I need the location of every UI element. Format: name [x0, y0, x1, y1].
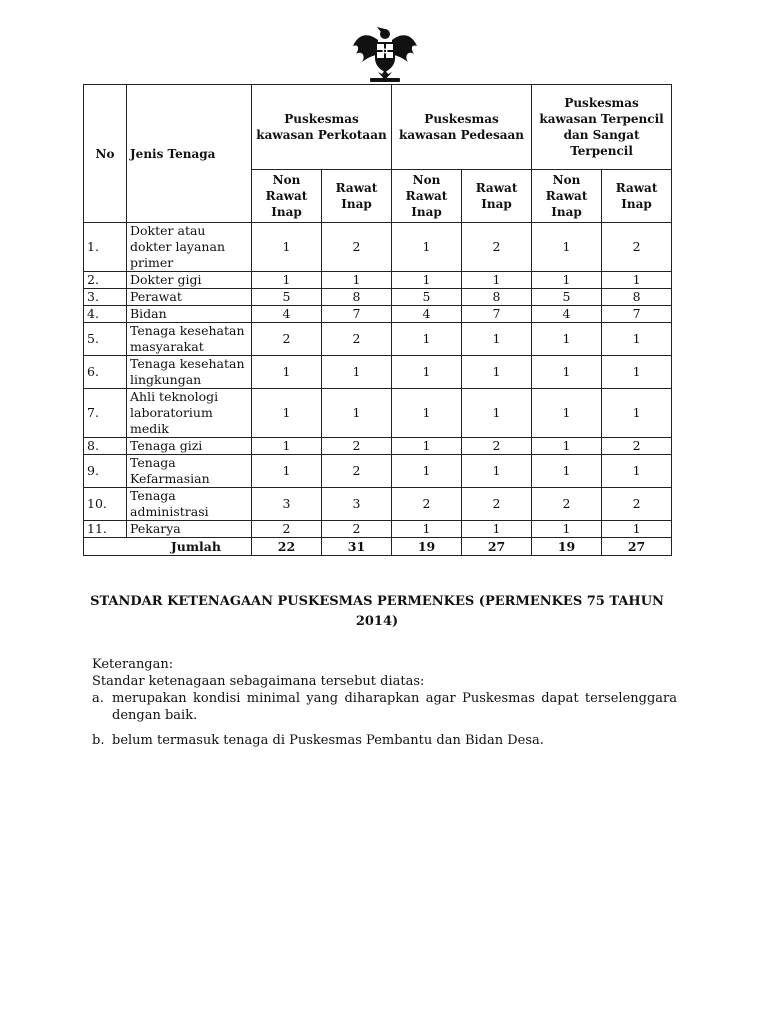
row-value-cell: 2 — [462, 488, 532, 521]
row-value-cell: 7 — [322, 306, 392, 323]
row-staff-type: Tenaga kesehatan lingkungan — [127, 356, 252, 389]
row-value-cell: 8 — [322, 289, 392, 306]
total-cell: 27 — [602, 538, 672, 556]
col-jenis-header: Jenis Tenaga — [127, 85, 252, 223]
table-row — [84, 356, 672, 389]
total-cell: 31 — [322, 538, 392, 556]
row-value-cell: 4 — [532, 306, 602, 323]
row-value-cell: 1 — [392, 323, 462, 356]
row-value-cell: 1 — [392, 272, 462, 289]
row-value-cell: 4 — [392, 306, 462, 323]
row-value-cell: 5 — [252, 289, 322, 306]
row-value-cell: 1 — [252, 272, 322, 289]
row-value-cell: 2 — [532, 488, 602, 521]
row-value-cell: 1 — [252, 223, 322, 272]
row-value-cell: 2 — [602, 223, 672, 272]
row-value-cell: 2 — [322, 323, 392, 356]
row-number: 9. — [84, 455, 127, 488]
row-value-cell: 2 — [322, 521, 392, 538]
row-value-cell: 1 — [602, 323, 672, 356]
row-value-cell: 1 — [602, 389, 672, 438]
row-staff-type: Tenaga kesehatan masyarakat — [127, 323, 252, 356]
table-row — [84, 438, 672, 455]
row-value-cell: 1 — [532, 356, 602, 389]
row-value-cell: 3 — [322, 488, 392, 521]
table-row — [84, 488, 672, 521]
row-number: 8. — [84, 438, 127, 455]
notes-heading: Keterangan: — [92, 657, 174, 672]
row-value-cell: 1 — [532, 389, 602, 438]
subheader-non-rawat-inap: Non Rawat Inap — [392, 170, 462, 223]
row-number: 2. — [84, 272, 127, 289]
row-value-cell: 1 — [532, 323, 602, 356]
table-header-row — [84, 85, 672, 170]
row-value-cell: 1 — [322, 356, 392, 389]
col-no-header: No — [84, 85, 127, 223]
row-number: 7. — [84, 389, 127, 438]
row-value-cell: 1 — [462, 521, 532, 538]
row-value-cell: 1 — [462, 389, 532, 438]
row-value-cell: 2 — [322, 223, 392, 272]
row-staff-type: Perawat — [127, 289, 252, 306]
subheader-non-rawat-inap: Non Rawat Inap — [252, 170, 322, 223]
subheader-rawat-inap: Rawat Inap — [602, 170, 672, 223]
row-staff-type: Ahli teknologi laboratorium medik — [127, 389, 252, 438]
row-number: 6. — [84, 356, 127, 389]
total-cell: 27 — [462, 538, 532, 556]
row-value-cell: 1 — [532, 455, 602, 488]
row-number: 3. — [84, 289, 127, 306]
row-value-cell: 3 — [252, 488, 322, 521]
row-value-cell: 1 — [392, 223, 462, 272]
row-staff-type: Tenaga gizi — [127, 438, 252, 455]
total-label: Jumlah — [84, 538, 252, 556]
table-row — [84, 289, 672, 306]
table-row — [84, 306, 672, 323]
notes-section — [92, 656, 677, 749]
row-value-cell: 1 — [252, 389, 322, 438]
row-value-cell: 8 — [602, 289, 672, 306]
row-value-cell: 5 — [392, 289, 462, 306]
row-value-cell: 1 — [462, 356, 532, 389]
group-pedesaan-header: Puskesmas kawasan Pedesaan — [392, 85, 532, 170]
row-value-cell: 2 — [252, 323, 322, 356]
table-total-row — [84, 538, 672, 556]
row-staff-type: Tenaga Kefarmasian — [127, 455, 252, 488]
row-value-cell: 1 — [392, 356, 462, 389]
row-staff-type: Tenaga administrasi — [127, 488, 252, 521]
row-staff-type: Dokter atau dokter layanan primer — [127, 223, 252, 272]
row-value-cell: 1 — [532, 223, 602, 272]
row-value-cell: 1 — [392, 389, 462, 438]
note-text: belum termasuk tenaga di Puskesmas Pembantu dan Bidan Desa. — [112, 733, 544, 748]
table-row — [84, 521, 672, 538]
row-value-cell: 1 — [602, 272, 672, 289]
row-value-cell: 1 — [602, 455, 672, 488]
total-cell: 22 — [252, 538, 322, 556]
row-value-cell: 1 — [532, 438, 602, 455]
row-value-cell: 2 — [322, 438, 392, 455]
row-value-cell: 1 — [602, 521, 672, 538]
notes-intro: Standar ketenagaan sebagaimana tersebut diatas: — [92, 674, 425, 689]
subheader-rawat-inap: Rawat Inap — [462, 170, 532, 223]
row-value-cell: 7 — [462, 306, 532, 323]
row-value-cell: 1 — [462, 455, 532, 488]
row-value-cell: 1 — [392, 455, 462, 488]
row-value-cell: 1 — [252, 356, 322, 389]
row-value-cell: 2 — [392, 488, 462, 521]
row-value-cell: 5 — [532, 289, 602, 306]
subheader-rawat-inap: Rawat Inap — [322, 170, 392, 223]
row-value-cell: 1 — [322, 272, 392, 289]
row-number: 10. — [84, 488, 127, 521]
table-caption: STANDAR KETENAGAAN PUSKESMAS PERMENKES (PERMENKES 75 TAHUN 2014) — [90, 594, 664, 629]
row-value-cell: 1 — [322, 389, 392, 438]
row-value-cell: 2 — [602, 488, 672, 521]
table-row — [84, 389, 672, 438]
note-item — [92, 732, 677, 749]
row-value-cell: 1 — [392, 521, 462, 538]
row-value-cell: 1 — [392, 438, 462, 455]
row-number: 5. — [84, 323, 127, 356]
row-value-cell: 2 — [322, 455, 392, 488]
table-row — [84, 323, 672, 356]
total-cell: 19 — [532, 538, 602, 556]
row-number: 4. — [84, 306, 127, 323]
row-value-cell: 7 — [602, 306, 672, 323]
note-text: merupakan kondisi minimal yang diharapkan agar Puskesmas dapat terselenggara dengan baik. — [112, 691, 677, 723]
row-value-cell: 4 — [252, 306, 322, 323]
row-staff-type: Pekarya — [127, 521, 252, 538]
group-perkotaan-header: Puskesmas kawasan Perkotaan — [252, 85, 392, 170]
row-value-cell: 2 — [462, 438, 532, 455]
row-value-cell: 2 — [602, 438, 672, 455]
row-value-cell: 2 — [462, 223, 532, 272]
row-staff-type: Bidan — [127, 306, 252, 323]
row-number: 11. — [84, 521, 127, 538]
total-cell: 19 — [392, 538, 462, 556]
table-row — [84, 272, 672, 289]
row-number: 1. — [84, 223, 127, 272]
table-row — [84, 223, 672, 272]
row-value-cell: 1 — [252, 438, 322, 455]
row-staff-type: Dokter gigi — [127, 272, 252, 289]
row-value-cell: 1 — [462, 272, 532, 289]
garuda-emblem-icon — [350, 26, 420, 86]
subheader-non-rawat-inap: Non Rawat Inap — [532, 170, 602, 223]
row-value-cell: 1 — [462, 323, 532, 356]
note-item — [92, 690, 677, 724]
staffing-table — [83, 84, 672, 556]
note-marker: a. — [92, 691, 104, 706]
group-terpencil-header: Puskesmas kawasan Terpencil dan Sangat Terpencil — [532, 85, 672, 170]
table-row — [84, 455, 672, 488]
row-value-cell: 1 — [602, 356, 672, 389]
row-value-cell: 1 — [252, 455, 322, 488]
row-value-cell: 1 — [532, 521, 602, 538]
row-value-cell: 8 — [462, 289, 532, 306]
row-value-cell: 1 — [532, 272, 602, 289]
note-marker: b. — [92, 733, 105, 748]
row-value-cell: 2 — [252, 521, 322, 538]
